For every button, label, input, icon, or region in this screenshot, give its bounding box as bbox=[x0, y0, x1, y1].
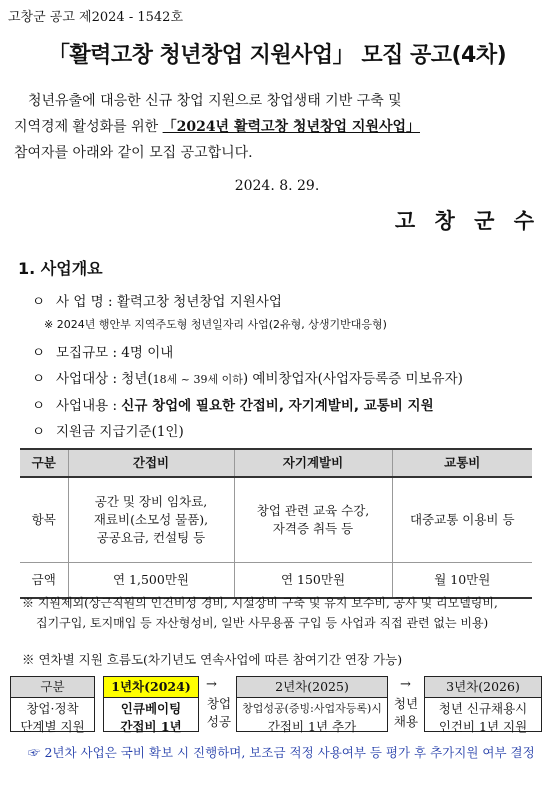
flow-box-line: 간접비 1년 추가 bbox=[267, 719, 357, 734]
exclusion-note-line-1: ※ 지원제외(상근직원의 인건비성 경비, 시설장비 구축 및 유지 보수비, 공사 및 리모델링비, bbox=[22, 596, 498, 610]
bullet-icon: ㅇ bbox=[32, 398, 46, 414]
scale-text: 모집규모 : 4명 이내 bbox=[56, 345, 174, 361]
program-name-highlight: 「2024년 활력고창 청년창업 지원사업」 bbox=[162, 119, 420, 135]
item-content bbox=[32, 394, 434, 414]
cell-indirect-amount: 연 1,500만원 bbox=[68, 563, 234, 599]
flow-box-category bbox=[10, 676, 95, 732]
program-name-text: 사 업 명 : 활력고창 청년창업 지원사업 bbox=[56, 294, 282, 310]
flow-title: ※ 연차별 지원 흐름도(차기년도 연속사업에 따른 참여기간 연장 가능) bbox=[22, 652, 403, 667]
target-suffix: ) 예비창업자(사업자등록증 미보유자) bbox=[242, 371, 463, 387]
criteria-text: 지원금 지급기준(1인) bbox=[56, 424, 184, 440]
arrow-right-icon: → bbox=[206, 677, 217, 692]
flow-box-year1 bbox=[103, 676, 199, 732]
item-scale bbox=[32, 341, 173, 361]
flow-label-youth-hiring bbox=[392, 695, 420, 731]
flow-box-line: 간접비 1년 bbox=[120, 719, 182, 734]
program-name-note: ※ 2024년 행안부 지역주도형 청년일자리 사업(2유형, 상생기반대응형) bbox=[44, 318, 387, 331]
bullet-icon: ㅇ bbox=[32, 345, 46, 361]
flow-box-header: 구분 bbox=[11, 677, 94, 698]
intro-line-1: 청년유출에 대응한 신규 창업 지원으로 창업생태 기반 구축 및 bbox=[28, 93, 402, 109]
arrow-right-icon: → bbox=[400, 677, 411, 692]
bullet-icon: ㅇ bbox=[32, 294, 46, 310]
flow-box-line: 창업·정착 bbox=[26, 701, 79, 716]
flow-box-body bbox=[104, 698, 198, 736]
table-row bbox=[20, 477, 532, 563]
cell-indirect-items: 공간 및 장비 임차료, 재료비(소모성 물품), 공공요금, 컨설팅 등 bbox=[68, 477, 234, 563]
intro-paragraph bbox=[14, 88, 420, 166]
intro-line-2-prefix: 지역경제 활성화를 위한 bbox=[14, 119, 163, 135]
bullet-icon: ㅇ bbox=[32, 424, 46, 440]
flow-label-line: 창업 bbox=[206, 696, 232, 711]
flow-box-body bbox=[425, 698, 541, 736]
item-program-name bbox=[32, 290, 282, 310]
content-prefix: 사업내용 : bbox=[56, 398, 122, 414]
row-label-amount: 금액 bbox=[20, 563, 68, 599]
section-heading-overview: 1. 사업개요 bbox=[18, 259, 103, 278]
target-age-range: 18세 ~ 39세 이하 bbox=[152, 373, 243, 386]
page-title: 「활력고창 청년창업 지원사업」 모집 공고(4차) bbox=[47, 43, 507, 68]
flow-box-line: 청년 신규채용시 bbox=[438, 701, 528, 716]
header-transportation: 교통비 bbox=[392, 449, 532, 477]
intro-line-3: 참여자를 아래와 같이 모집 공고합니다. bbox=[14, 145, 253, 161]
flow-box-header: 2년차(2025) bbox=[237, 677, 387, 698]
issuer: 고 창 군 수 bbox=[394, 209, 540, 233]
cell-self-development-items: 창업 관련 교육 수강, 자격증 취득 등 bbox=[234, 477, 392, 563]
flow-label-line: 청년 bbox=[393, 696, 419, 711]
row-label-items: 항목 bbox=[20, 477, 68, 563]
flow-box-body bbox=[237, 698, 387, 736]
intro-line-2 bbox=[14, 114, 420, 140]
notice-date: 2024. 8. 29. bbox=[234, 178, 320, 194]
flow-box-header: 3년차(2026) bbox=[425, 677, 541, 698]
exclusion-note bbox=[22, 593, 498, 633]
flow-box-line: 단계별 지원 bbox=[20, 719, 85, 734]
support-table bbox=[20, 448, 532, 599]
flow-label-line: 성공 bbox=[206, 714, 232, 729]
content-bold: 신규 창업에 필요한 간접비, 자기계발비, 교통비 지원 bbox=[121, 398, 434, 414]
flow-box-header: 1년차(2024) bbox=[104, 677, 198, 698]
exclusion-note-line-2: 집기구입, 토지매입 등 자산형성비, 일반 사무용품 구입 등 사업과 직접 관련 없는 비용) bbox=[36, 616, 489, 630]
header-indirect-cost: 간접비 bbox=[68, 449, 234, 477]
flow-box-line: 인건비 1년 지원 bbox=[438, 719, 528, 734]
notice-number: 고창군 공고 제2024 - 1542호 bbox=[8, 10, 183, 25]
header-category: 구분 bbox=[20, 449, 68, 477]
flow-box-line: 인큐베이팅 bbox=[120, 701, 182, 716]
bullet-icon: ㅇ bbox=[32, 371, 46, 387]
item-criteria bbox=[32, 420, 184, 440]
item-target bbox=[32, 367, 463, 387]
cell-self-development-amount: 연 150만원 bbox=[234, 563, 392, 599]
flow-label-startup-success bbox=[205, 695, 233, 731]
flow-box-line: 창업성공(증빙:사업자등록)시 bbox=[242, 702, 382, 715]
flow-box-year2 bbox=[236, 676, 388, 732]
flow-box-year3 bbox=[424, 676, 542, 732]
support-table-header bbox=[20, 449, 532, 477]
cell-transportation-items: 대중교통 이용비 등 bbox=[392, 477, 532, 563]
flow-label-line: 채용 bbox=[393, 714, 419, 729]
cell-transportation-amount: 월 10만원 bbox=[392, 563, 532, 599]
final-note: ☞ 2년차 사업은 국비 확보 시 진행하며, 보조금 적정 사용여부 등 평가 후 추가지원 여부 결정 bbox=[28, 745, 535, 760]
target-prefix: 사업대상 : 청년( bbox=[56, 371, 153, 387]
header-self-development: 자기계발비 bbox=[234, 449, 392, 477]
flow-box-body bbox=[11, 698, 94, 736]
